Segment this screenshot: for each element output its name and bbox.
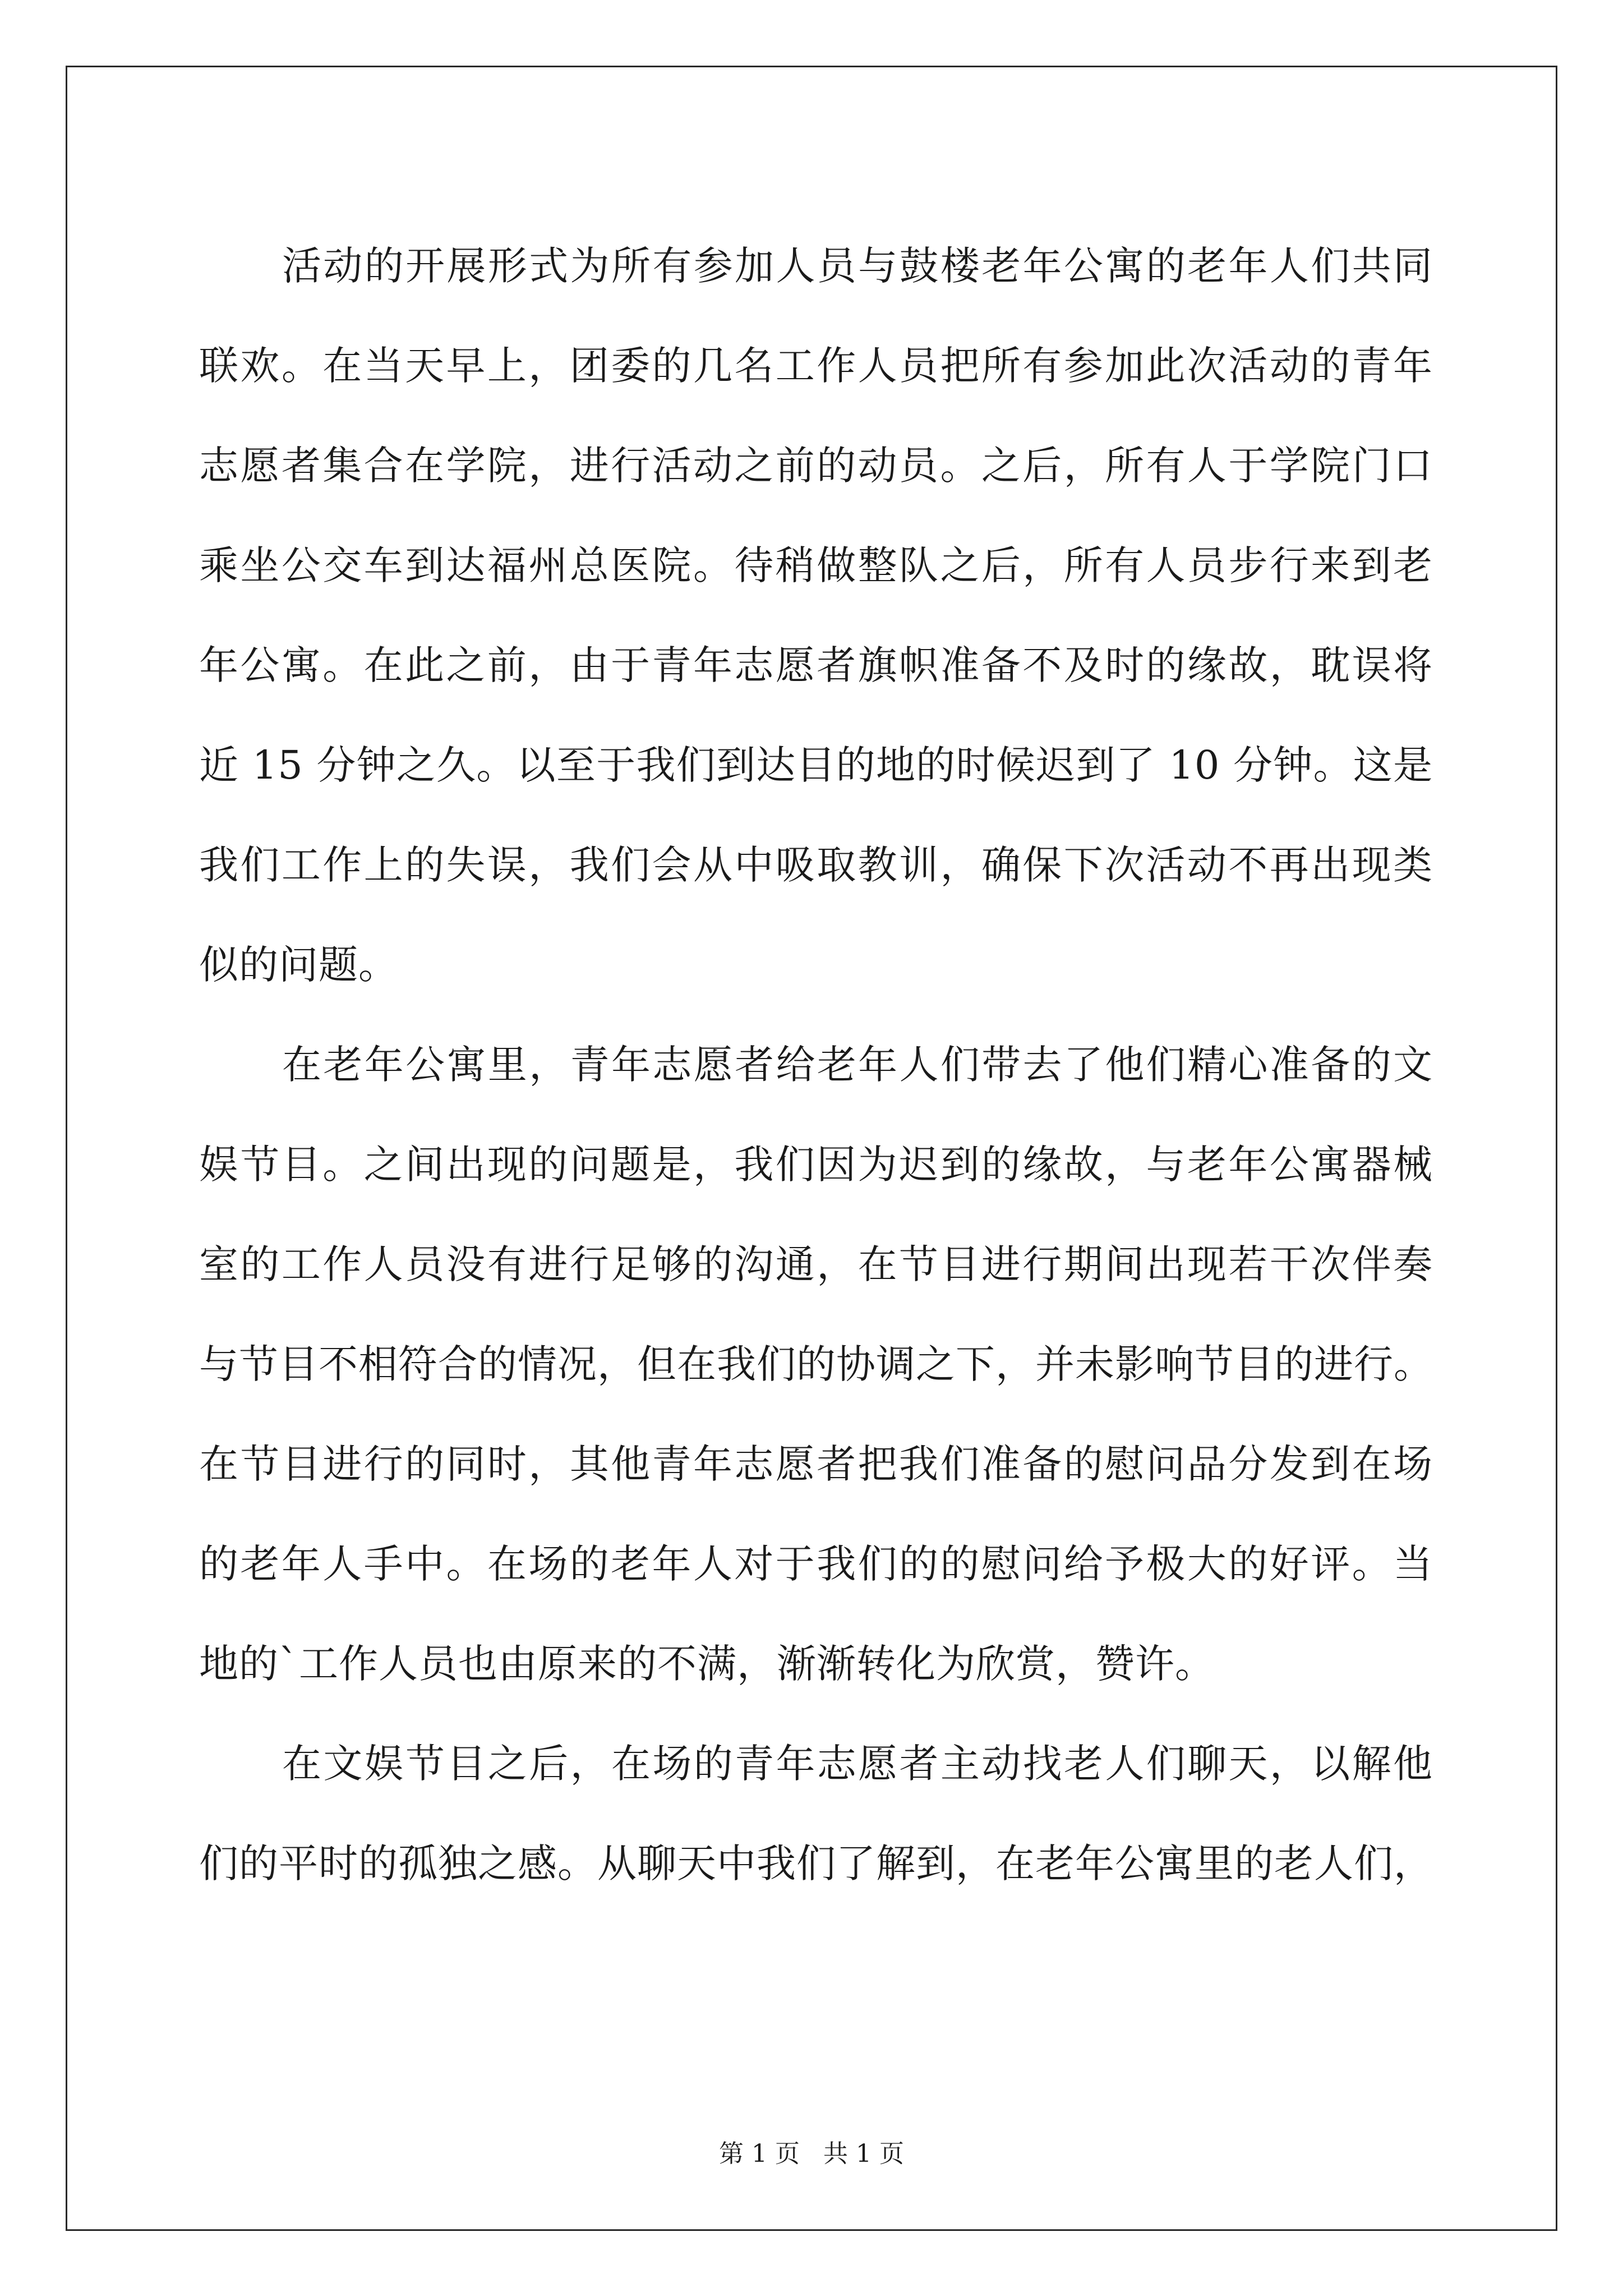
paragraph-2-line-4: 与节目不相符合的情况，但在我们的协调之下，并未影响节目的进行。: [199, 1341, 1433, 1387]
paragraph-3-line-1: 在文娱节目之后，在场的青年志愿者主动找老人们聊天，以解他: [282, 1741, 1433, 1787]
paragraph-1-line-5: 年公寓。在此之前，由于青年志愿者旗帜准备不及时的缘故，耽误将: [199, 642, 1433, 688]
paragraph-2-line-7: 地的`工作人员也由原来的不满，渐渐转化为欣赏，赞许。: [199, 1641, 1215, 1687]
paragraph-1-line-6: 近 15 分钟之久。以至于我们到达目的地的时候迟到了 10 分钟。这是: [199, 742, 1433, 788]
page-footer: 第 1 页 共 1 页: [719, 2139, 904, 2168]
paragraph-1-line-4: 乘坐公交车到达福州总医院。待稍做整队之后，所有人员步行来到老: [199, 542, 1433, 588]
paragraph-1-line-7: 我们工作上的失误，我们会从中吸取教训，确保下次活动不再出现类: [199, 842, 1433, 888]
paragraph-1-line-2: 联欢。在当天早上，团委的几名工作人员把所有参加此次活动的青年: [199, 343, 1433, 389]
paragraph-2-line-3: 室的工作人员没有进行足够的沟通，在节目进行期间出现若干次伴奏: [199, 1241, 1433, 1287]
paragraph-2-line-1: 在老年公寓里，青年志愿者给老年人们带去了他们精心准备的文: [282, 1042, 1433, 1088]
paragraph-1-line-3: 志愿者集合在学院，进行活动之前的动员。之后，所有人于学院门口: [199, 443, 1433, 489]
paragraph-2-line-2: 娱节目。之间出现的问题是，我们因为迟到的缘故，与老年公寓器械: [199, 1142, 1433, 1188]
paragraph-1-line-1: 活动的开展形式为所有参加人员与鼓楼老年公寓的老年人们共同: [282, 243, 1433, 289]
paragraph-3-line-2: 们的平时的孤独之感。从聊天中我们了解到，在老年公寓里的老人们，: [199, 1841, 1433, 1887]
paragraph-2-line-5: 在节目进行的同时，其他青年志愿者把我们准备的慰问品分发到在场: [199, 1441, 1433, 1487]
paragraph-1-line-8: 似的问题。: [199, 942, 398, 988]
paragraph-2-line-6: 的老年人手中。在场的老年人对于我们的的慰问给予极大的好评。当: [199, 1541, 1433, 1587]
document-body: [199, 216, 1433, 1913]
